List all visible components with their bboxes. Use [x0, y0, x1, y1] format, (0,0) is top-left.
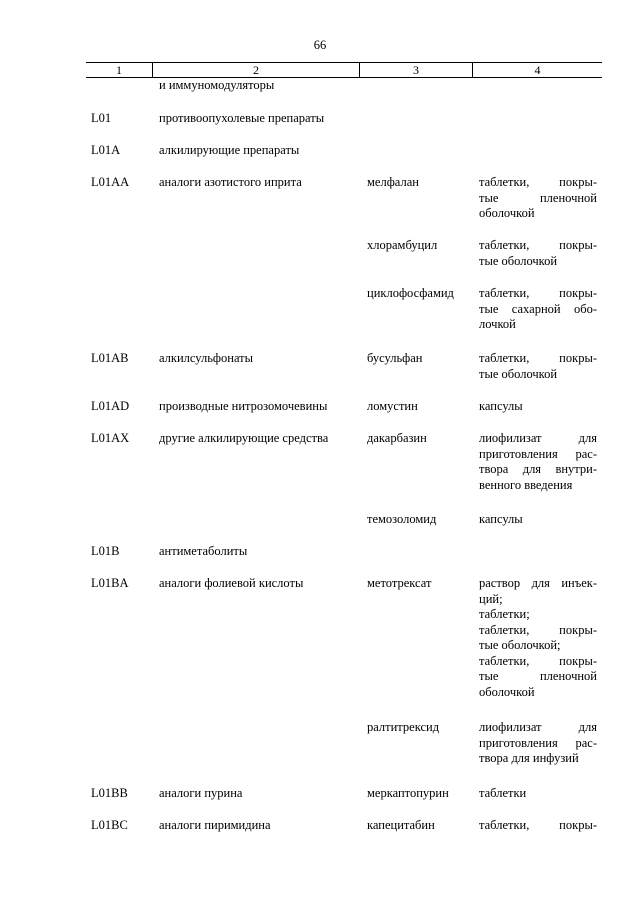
group-name: аналоги пиримидина [159, 818, 271, 832]
group-name: алкилирующие препараты [159, 143, 300, 157]
page-number: 66 [313, 38, 327, 52]
continuation-text: и иммуномодуляторы [159, 78, 275, 92]
dosage-form [479, 286, 597, 333]
drug-name: ломустин [367, 399, 418, 413]
header-col-1: 1 [116, 63, 122, 77]
dosage-form-line: тые оболочкой [479, 253, 558, 268]
dosage-form-line: таблетки, покры- [479, 622, 597, 637]
drug-name: темозоломид [367, 512, 437, 526]
dosage-form [479, 351, 597, 382]
group-name: аналоги фолиевой кислоты [159, 576, 304, 590]
atc-code: L01BC [91, 818, 128, 832]
dosage-form-line: тые пленочной [479, 190, 597, 205]
dosage-form-line: тые сахарной обо- [479, 301, 597, 316]
dosage-form-line: таблетки, покры- [479, 351, 597, 365]
dosage-form-line: раствор для инъек- [479, 576, 597, 590]
header-col-3: 3 [413, 63, 419, 77]
drug-name: циклофосфамид [367, 286, 454, 300]
dosage-form-line: лочкой [479, 317, 516, 331]
header-col-4: 4 [534, 63, 541, 77]
dosage-form-line: оболочкой [479, 684, 535, 699]
dosage-form [479, 431, 597, 493]
group-name: аналоги пурина [159, 786, 243, 800]
dosage-form-line: оболочкой [479, 206, 535, 220]
atc-code: L01B [91, 544, 120, 558]
atc-code: L01BB [91, 786, 128, 800]
drug-name: дакарбазин [367, 431, 427, 445]
dosage-form-line: таблетки, покры- [479, 175, 597, 189]
dosage-form [479, 720, 597, 767]
dosage-form [479, 238, 597, 269]
dosage-form-line: тые оболочкой; [479, 638, 561, 652]
dosage-form-line: твора для внутри- [479, 462, 597, 476]
dosage-form-line: таблетки, покры- [479, 818, 597, 832]
dosage-form-line: таблетки, покры- [479, 238, 597, 252]
table-header [86, 62, 602, 78]
drug-name: меркаптопурин [367, 786, 449, 800]
atc-code: L01AD [91, 399, 130, 413]
dosage-form-line: ций; [479, 591, 503, 606]
dosage-form-line: твора для инфузий [479, 751, 579, 765]
atc-code: L01BA [91, 576, 129, 590]
group-name: производные нитрозомочевины [159, 399, 328, 413]
atc-code: L01AB [91, 351, 129, 365]
dosage-form-line: капсулы [479, 399, 523, 413]
drug-name: метотрексат [367, 576, 432, 590]
group-name: другие алкилирующие средства [159, 431, 329, 445]
group-name: аналоги азотистого иприта [159, 175, 302, 189]
dosage-form-line: приготовления рас- [479, 735, 597, 750]
drug-name: бусульфан [367, 351, 423, 365]
dosage-form [479, 399, 597, 415]
drug-name: ралтитрексид [367, 720, 440, 734]
atc-code: L01 [91, 111, 112, 125]
header-col-2: 2 [253, 63, 259, 77]
drug-name: капецитабин [367, 818, 435, 832]
dosage-form [479, 512, 597, 528]
dosage-form-line: приготовления рас- [479, 446, 597, 461]
dosage-form-line: тые пленочной [479, 669, 597, 683]
dosage-form-line: капсулы [479, 512, 523, 526]
drug-name: хлорамбуцил [367, 238, 438, 252]
dosage-form-line: таблетки [479, 786, 527, 800]
group-name: антиметаболиты [159, 544, 248, 558]
dosage-form-line: лиофилизат для [479, 720, 597, 734]
atc-code: L01AX [91, 431, 130, 445]
dosage-form [479, 576, 597, 700]
dosage-form-line: таблетки; [479, 607, 530, 621]
dosage-form-line: венного введения [479, 477, 573, 492]
dosage-form [479, 175, 597, 222]
dosage-form-line: тые оболочкой [479, 366, 558, 381]
dosage-form [479, 786, 597, 802]
dosage-form-line: таблетки, покры- [479, 286, 597, 300]
atc-code: L01AA [91, 175, 130, 189]
group-name: алкилсульфонаты [159, 351, 254, 365]
dosage-form-line: лиофилизат для [479, 431, 597, 445]
drug-name: мелфалан [367, 175, 419, 189]
atc-code: L01A [91, 143, 121, 157]
group-name: противоопухолевые препараты [159, 111, 325, 125]
dosage-form-line: таблетки, покры- [479, 653, 597, 668]
dosage-form [479, 818, 597, 834]
